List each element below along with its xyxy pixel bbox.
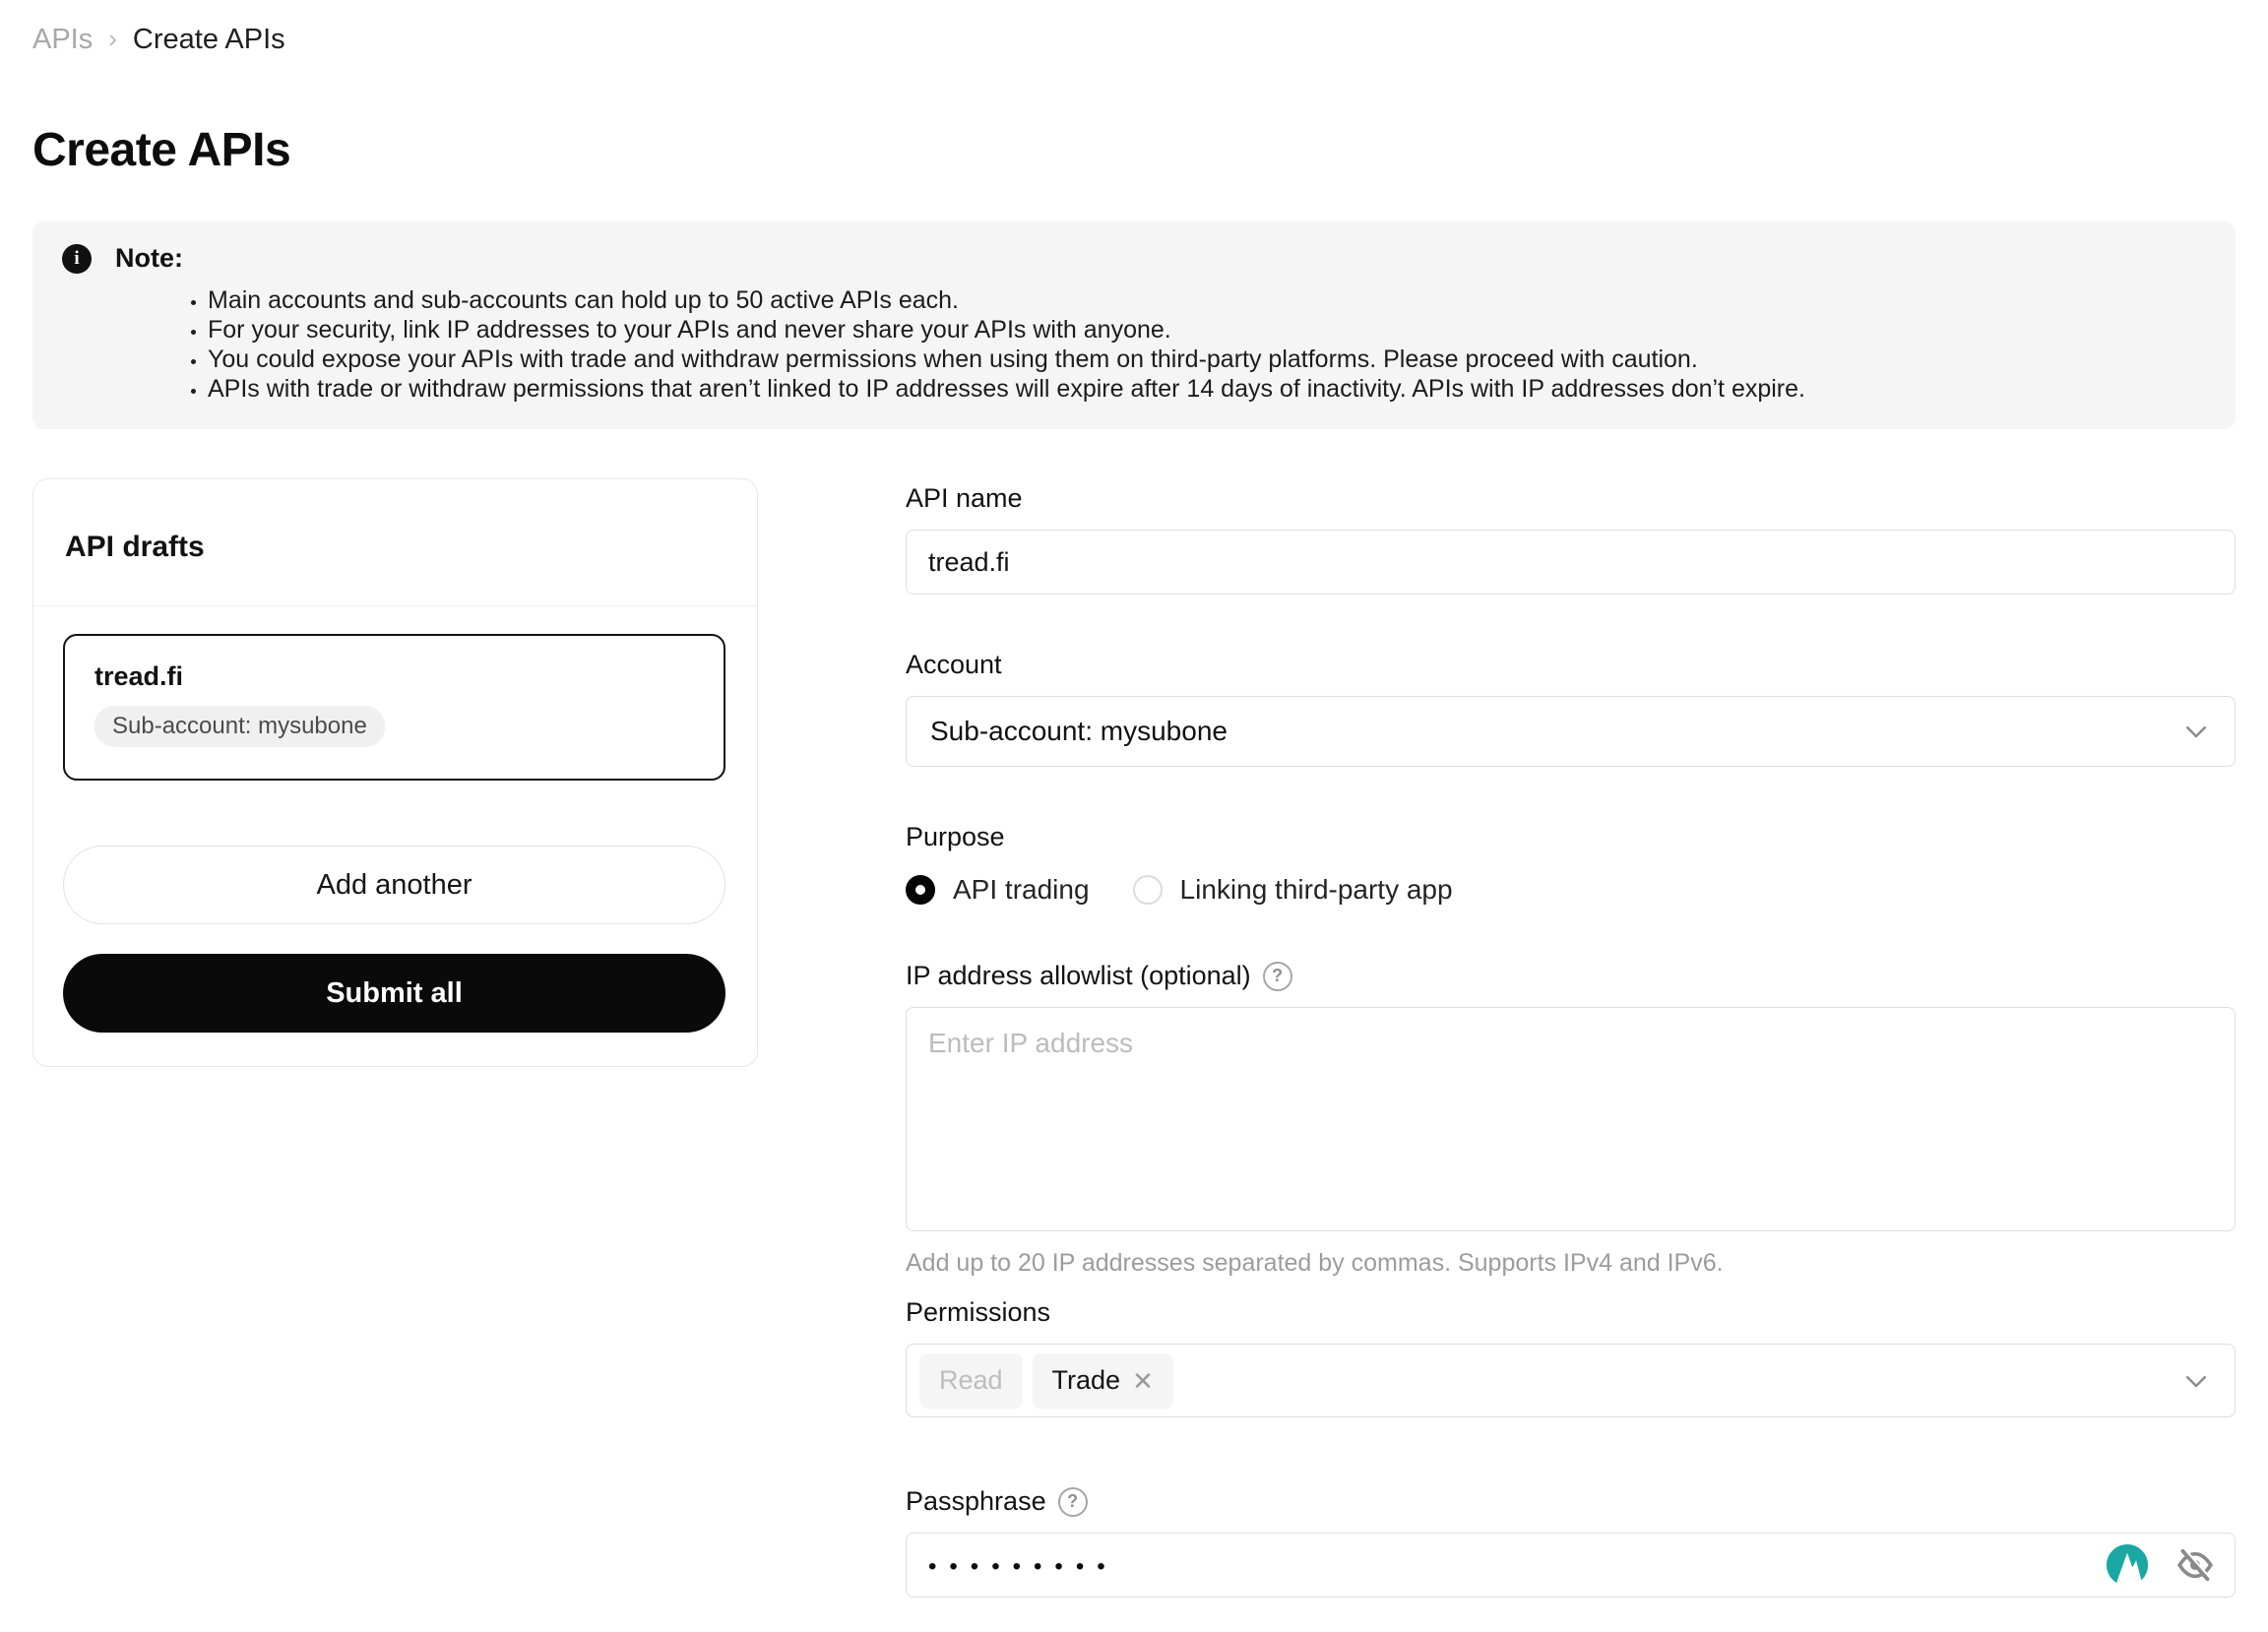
note-bullet: • APIs with trade or withdraw permissions that aren’t linked to IP addresses will expire after 14 days of inactivity. APIs with IP addresses don’t expire.	[208, 374, 2206, 404]
passphrase-label-text: Passphrase	[906, 1486, 1046, 1516]
note-bullet-list	[62, 285, 2206, 404]
note-bullet: • You could expose your APIs with trade and withdraw permissions when using them on third-party platforms. Please proceed with caution.	[208, 345, 2206, 374]
password-manager-icon[interactable]	[2105, 1542, 2150, 1588]
purpose-group	[906, 822, 2236, 906]
purpose-options	[906, 874, 2236, 906]
permissions-select[interactable]	[906, 1344, 2236, 1417]
page-title: Create APIs	[32, 124, 291, 176]
account-selected-value: Sub-account: mysubone	[930, 716, 1228, 746]
account-label: Account	[906, 650, 1002, 679]
breadcrumb-chevron-icon: ›	[108, 24, 117, 53]
passphrase-input[interactable]	[906, 1533, 2236, 1598]
passphrase-group	[906, 1486, 2236, 1598]
api-name-group	[906, 483, 2236, 595]
create-api-form	[906, 478, 2236, 1598]
note-bullet: • Main accounts and sub-accounts can hold up to 50 active APIs each.	[208, 285, 2206, 315]
ip-allowlist-group	[906, 961, 2236, 1278]
account-group	[906, 650, 2236, 767]
permission-tag-read	[919, 1353, 1023, 1409]
help-icon[interactable]: ?	[1263, 962, 1292, 991]
ip-allowlist-helper: Add up to 20 IP addresses separated by commas. Supports IPv4 and IPv6.	[906, 1249, 1724, 1277]
note-bullet: • For your security, link IP addresses to your APIs and never share your APIs with anyone.	[208, 315, 2206, 345]
permissions-group	[906, 1297, 2236, 1417]
add-another-button[interactable]: Add another	[63, 846, 725, 924]
radio-selected-icon	[906, 875, 935, 905]
ip-allowlist-label	[906, 961, 2236, 991]
note-box	[32, 221, 2236, 429]
permissions-label: Permissions	[906, 1297, 1051, 1327]
hide-password-icon[interactable]	[2175, 1545, 2215, 1585]
passphrase-masked-value: •••••••••	[928, 1553, 1118, 1580]
radio-linking-third-party[interactable]	[1133, 874, 1453, 906]
radio-api-trading[interactable]	[906, 874, 1090, 906]
ip-allowlist-label-text: IP address allowlist (optional)	[906, 961, 1251, 990]
api-drafts-card	[32, 478, 758, 1067]
submit-all-button[interactable]: Submit all	[63, 954, 725, 1033]
help-icon[interactable]: ?	[1058, 1487, 1088, 1517]
permission-tag-read-label: Read	[939, 1365, 1003, 1395]
note-title: Note:	[115, 243, 183, 273]
api-name-label: API name	[906, 483, 1023, 513]
ip-allowlist-textarea[interactable]	[906, 1007, 2236, 1231]
api-drafts-title: API drafts	[33, 479, 757, 606]
info-icon: i	[62, 244, 92, 274]
draft-subaccount-badge: Sub-account: mysubone	[94, 706, 385, 747]
permission-tag-trade-label: Trade	[1051, 1365, 1121, 1395]
api-drafts-body	[33, 606, 757, 1066]
chevron-down-icon	[2181, 1366, 2211, 1396]
permissions-tags	[919, 1353, 2181, 1409]
remove-trade-icon[interactable]: ✕	[1132, 1365, 1154, 1396]
draft-name: tread.fi	[94, 661, 184, 691]
radio-linking-third-party-label: Linking third-party app	[1179, 874, 1453, 905]
draft-item-tread-fi[interactable]	[63, 634, 725, 781]
chevron-down-icon	[2181, 717, 2211, 746]
permission-tag-trade	[1033, 1353, 1173, 1409]
note-header	[62, 243, 2206, 274]
radio-unselected-icon	[1133, 875, 1163, 905]
purpose-label: Purpose	[906, 822, 1005, 851]
radio-api-trading-label: API trading	[953, 874, 1090, 905]
breadcrumb-current: Create APIs	[132, 24, 285, 55]
passphrase-label	[906, 1486, 2236, 1517]
breadcrumb	[32, 0, 2236, 56]
breadcrumb-apis-link[interactable]: APIs	[32, 24, 94, 55]
account-select[interactable]	[906, 696, 2236, 767]
api-name-input[interactable]	[906, 530, 2236, 595]
